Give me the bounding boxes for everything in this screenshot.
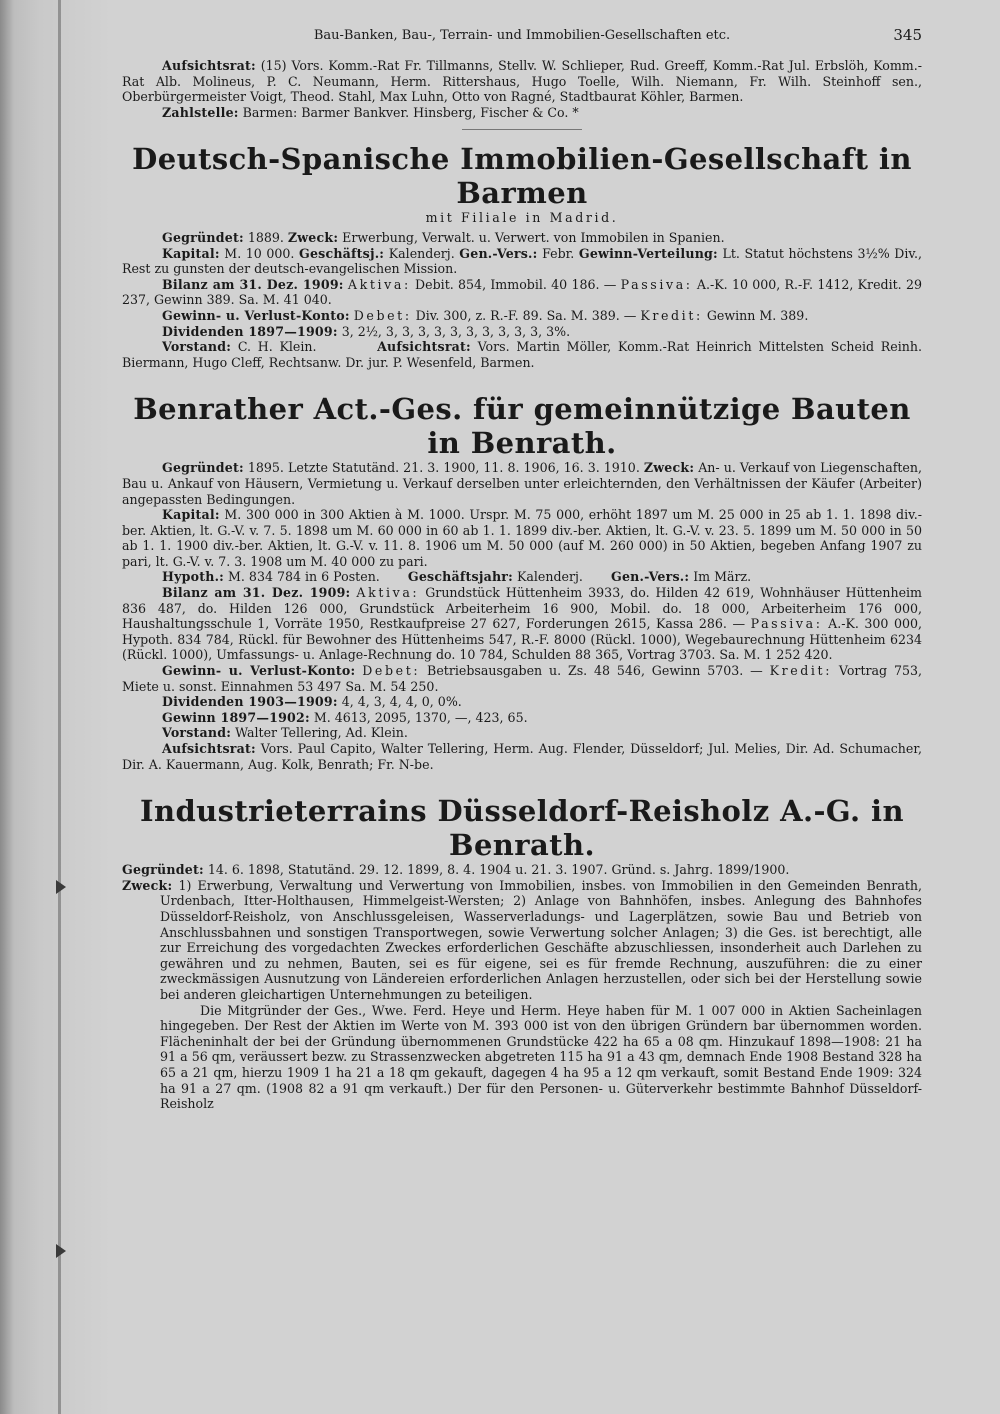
bilanz-paragraph xyxy=(122,277,922,308)
bilanz-paragraph xyxy=(122,585,922,663)
page-number: 345 xyxy=(893,26,922,44)
section-gap xyxy=(122,370,922,388)
field-text: Im März. xyxy=(689,569,752,585)
field-text: Vors. Paul Capito, Walter Tellering, Herm. Aug. Flender, Düsseldorf; Jul. Melies, Dir. Ad. Schumacher, Dir. A. Kauermann, Aug. Kolk, Benrath; Fr. N-be. xyxy=(122,741,922,772)
field-label: Gen.-Vers.: xyxy=(459,245,538,261)
binding-edge xyxy=(58,0,61,1414)
passiva-word: Passiva: xyxy=(750,616,823,632)
field-text: Walter Tellering, Ad. Klein. xyxy=(231,725,408,741)
field-text: M. 4613, 2095, 1370, —, 423, 65. xyxy=(309,709,528,725)
document-page xyxy=(122,28,922,1112)
field-text: 1) Erwerbung, Verwaltung und Verwertung von Immobilien, insbes. von Immobilien in den Gemeinden Benrath, Urdenbach, Itter-Holthausen, Himmelgeist-Wersten; 2) Anlage von Bahnhöfen, insbes. Anlegung des Bahnhofes Düsseldorf-Reisholz, von Anschlussgeleisen, Wasserverladungs- und Lagerplätzen, sowie Bau und Betrieb von Anschlussbahnen und sonstigen Transportwegen, sowie Verwertung solcher Anlagen; 3) die Ges. ist berechtigt, alle zur Erreichung des vorgedachten Zweckes erforderlichen Geschäfte abzuschliessen, insonderheit auch Darlehen zu gewähren und zu nehmen, Bauten, sei es für eigene, sei es für fremde Rechnung, auszuführen: die zu einer zweckmässigen Ausnutzung von Ländereien erforderlichen Anlagen herzustellen, oder sich bei der Herstellung sowie bei anderen gleichartigen Unternehmungen zu beteiligen. xyxy=(160,877,922,1002)
gruendung-paragraph xyxy=(122,862,922,878)
guv-paragraph xyxy=(122,308,922,324)
field-label: Kapital: xyxy=(162,507,220,523)
company-subtitle: mit Filiale in Madrid. xyxy=(425,210,619,226)
guv-paragraph xyxy=(122,663,922,694)
field-label: Gen.-Vers.: xyxy=(610,569,690,585)
field-text: Debit. 854, Immobil. 40 186. — xyxy=(410,276,621,292)
field-text: 14. 6. 1898, Statutänd. 29. 12. 1899, 8. 4. 1904 u. 21. 3. 1907. Gründ. s. Jahrg. 1899/1900. xyxy=(203,862,790,878)
kapital-paragraph xyxy=(122,507,922,569)
field-label: Gewinn- u. Verlust-Konto: xyxy=(162,663,356,679)
aufsichtsrat-paragraph xyxy=(122,741,922,772)
field-text: Erwerbung, Verwalt. u. Verwert. von Immobilen in Spanien. xyxy=(338,229,725,245)
field-label: Gewinn 1897—1902: xyxy=(162,709,310,725)
book-binding xyxy=(0,0,112,1414)
passiva-word: Passiva: xyxy=(620,276,693,292)
kredit-word: Kredit: xyxy=(769,663,833,679)
debet-word: Debet: xyxy=(353,307,412,323)
field-text: 1895. Letzte Statutänd. 21. 3. 1900, 11. 8. 1906, 16. 3. 1910. xyxy=(243,460,644,476)
field-text: A.-K. 300 000, Hypoth. 834 784, Rückl. für Bewohner des Hüttenheims 547, R.-F. 8000 (Rückl. 1000), Wegebaurechnung Hüttenheim 6234 (Rückl. 1000), Umfassungs- u. Anlage-Rechnung do. 10 784, Schulden 88 365, Vortrag 3703. Sa. M. 1 252 420. xyxy=(122,616,922,663)
running-header xyxy=(122,28,922,50)
company-title: Industrieterrains Düsseldorf-Reisholz A.-G. in Benrath. xyxy=(140,794,904,863)
field-text: (15) Vors. Komm.-Rat Fr. Tillmanns, Stellv. W. Schlieper, Rud. Greeff, Komm.-Rat Jul. Erbslöh, Komm.-Rat Alb. Molineus, P. C. Neumann, Herm. Rittershaus, Hugo Toelle, Wilh. Niemann, Fr. Wilh. Steinhoff sen., Oberbürgermeister Voigt, Theod. Stahl, Max Luhn, Otto von Ragné, Stadtbaurat Köhler, Barmen. xyxy=(122,58,922,105)
field-text: 1889. xyxy=(243,229,288,245)
field-text: 4, 4, 3, 4, 4, 0, 0%. xyxy=(337,694,462,710)
aktiva-word: Aktiva: xyxy=(356,585,420,601)
gruendung-paragraph xyxy=(122,460,922,507)
zahlstelle-paragraph xyxy=(122,105,922,121)
field-label: Gegründet: xyxy=(162,229,244,245)
margin-arrow-mark xyxy=(56,880,66,894)
running-title: Bau-Banken, Bau-, Terrain- und Immobilien-Gesellschaften etc. xyxy=(313,28,731,43)
company-entry xyxy=(122,794,922,1112)
field-label: Geschäftsjahr: xyxy=(407,569,513,585)
field-label: Bilanz am 31. Dez. 1909: xyxy=(162,276,344,292)
field-text: M. 834 784 in 6 Posten. xyxy=(224,569,384,585)
field-label: Aufsichtsrat: xyxy=(377,339,471,355)
company-entry xyxy=(122,142,922,370)
field-text: Kalenderj. xyxy=(384,245,460,261)
gruendung-paragraph xyxy=(122,230,922,246)
dividenden-paragraph xyxy=(122,694,922,710)
field-text: Kalenderj. xyxy=(512,569,587,585)
hypothek-paragraph xyxy=(122,569,922,585)
field-label: Gegründet: xyxy=(122,862,204,878)
kapital-paragraph xyxy=(122,246,922,277)
field-text: Vors. Martin Möller, Komm.-Rat Heinrich Mittelsten Scheid Reinh. Biermann, Hugo Cleff, Rechtsanw. Dr. jur. P. Wesenfeld, Barmen. xyxy=(122,339,922,370)
kredit-word: Kredit: xyxy=(640,307,703,323)
field-text: Vortrag 753, Miete u. sonst. Einnahmen 53 497 Sa. M. 54 250. xyxy=(122,663,922,694)
field-label: Gewinn-Verteilung: xyxy=(578,245,718,261)
company-title: Deutsch-Spanische Immobilien-Gesellschaft in Barmen xyxy=(132,142,912,211)
gruender-paragraph: Die Mitgründer der Ges., Wwe. Ferd. Heye und Herm. Heye haben für M. 1 007 000 in Aktien Sacheinlagen hingegeben. Der Rest der Aktien im Werte von M. 393 000 ist von den übrigen Gründern bar übernommen worden. Flächeninhalt der bei der Gründung übernommenen Grundstücke 422 ha 65 a 08 qm. Hinzukauf 1898—1908: 21 ha 91 a 56 qm, veräussert bezw. zu Strassenzwecken abgetreten 115 ha 91 a 43 qm, demnach Ende 1908 Bestand 328 ha 65 a 21 qm, hierzu 1909 1 ha 21 a 18 qm gekauft, dagegen 4 ha 95 a 12 qm verkauft, somit Bestand Ende 1909: 324 ha 91 a 27 qm. (1908 82 a 91 qm verkauft.) Der für den Personen- u. Güterverkehr bestimmte Bahnhof Düsseldorf-Reisholz xyxy=(160,1002,922,1112)
field-label: Zweck: xyxy=(122,877,173,893)
field-text: An- u. Verkauf von Liegenschaften, Bau u. Ankauf von Häusern, Vermietung u. Verkauf derselben unter erleichternden, den Verhältnissen der Käufer (Arbeiter) angepassten Bedingungen. xyxy=(122,460,922,507)
vorstand-paragraph xyxy=(122,725,922,741)
field-text: 3, 2½, 3, 3, 3, 3, 3, 3, 3, 3, 3, 3, 3%. xyxy=(337,323,571,339)
field-text: M. 300 000 in 300 Aktien à M. 1000. Urspr. M. 75 000, erhöht 1897 um M. 25 000 in 25 ab 1. 1. 1898 div.-ber. Aktien, lt. G.-V. v. 7. 5. 1898 um M. 60 000 in 60 ab 1. 1. 1899 div.-ber. Aktien, lt. G.-V. v. 23. 5. 1899 um M. 50 000 in 50 ab 1. 1. 1900 div.-ber. Aktien, lt. G.-V. v. 11. 8. 1906 um M. 50 000 (auf M. 260 000) in 50 Aktien, begeben Anfang 1907 zu pari, lt. G.-V. v. 7. 3. 1908 um M. 40 000 zu pari. xyxy=(122,507,922,569)
field-text: C. H. Klein. xyxy=(231,339,324,355)
field-label: Zweck: xyxy=(287,229,339,245)
field-label: Dividenden 1903—1909: xyxy=(162,694,338,710)
field-label: Hypoth.: xyxy=(162,569,225,585)
field-label: Vorstand: xyxy=(162,725,232,741)
company-entry xyxy=(122,392,922,772)
field-text: M. 10 000. xyxy=(219,245,299,261)
debet-word: Debet: xyxy=(362,663,421,679)
field-text: Lt. Statut höchstens 3½% Div., Rest zu gunsten der deutsch-evangelischen Mission. xyxy=(122,245,922,277)
margin-arrow-mark xyxy=(56,1244,66,1258)
field-text: A.-K. 10 000, R.-F. 1412, Kredit. 29 237, Gewinn 389. Sa. M. 41 040. xyxy=(122,276,922,308)
field-label: Aufsichtsrat: xyxy=(162,741,256,756)
field-text: Div. 300, z. R.-F. 89. Sa. M. 389. — xyxy=(411,307,641,323)
field-text: Gewinn M. 389. xyxy=(702,307,809,323)
section-divider xyxy=(462,129,582,130)
field-text: Febr. xyxy=(537,245,579,261)
field-label: Bilanz am 31. Dez. 1909: xyxy=(162,585,351,601)
aktiva-word: Aktiva: xyxy=(347,276,411,292)
field-label: Gegründet: xyxy=(162,460,244,476)
zweck-paragraph xyxy=(122,878,922,1003)
field-label: Dividenden 1897—1909: xyxy=(162,323,338,339)
aufsichtsrat-paragraph xyxy=(122,58,922,105)
field-label: Vorstand: xyxy=(162,339,232,355)
field-label: Gewinn- u. Verlust-Konto: xyxy=(162,307,350,323)
field-label: Aufsichtsrat: xyxy=(162,58,256,73)
field-label: Geschäftsj.: xyxy=(299,245,385,261)
field-label: Zahlstelle: xyxy=(162,104,239,120)
field-label: Zweck: xyxy=(643,460,695,476)
vorstand-paragraph xyxy=(122,339,922,370)
gewinn-paragraph xyxy=(122,710,922,726)
company-title: Benrather Act.-Ges. für gemeinnützige Bauten in Benrath. xyxy=(133,392,911,461)
dividenden-paragraph xyxy=(122,324,922,340)
field-text: Grundstück Hüttenheim 3933, do. Hilden 42 619, Wohnhäuser Hüttenheim 836 487, do. Hilden 126 000, Grundstück Arbeiterheim 16 900, Mobil. do. 18 000, Arbeiterheim 176 000, Haushaltungsschule 1, Vorräte 1950, Restkaufpreise 27 627, Forderungen 2615, Kassa 286. — xyxy=(122,585,922,632)
field-label: Kapital: xyxy=(162,245,220,261)
field-text: Barmen: Barmer Bankver. Hinsberg, Fischer & Co. * xyxy=(238,104,579,120)
entry-continuation xyxy=(122,58,922,120)
field-text: Betriebsausgaben u. Zs. 48 546, Gewinn 5703. — xyxy=(420,663,770,679)
section-gap xyxy=(122,772,922,790)
